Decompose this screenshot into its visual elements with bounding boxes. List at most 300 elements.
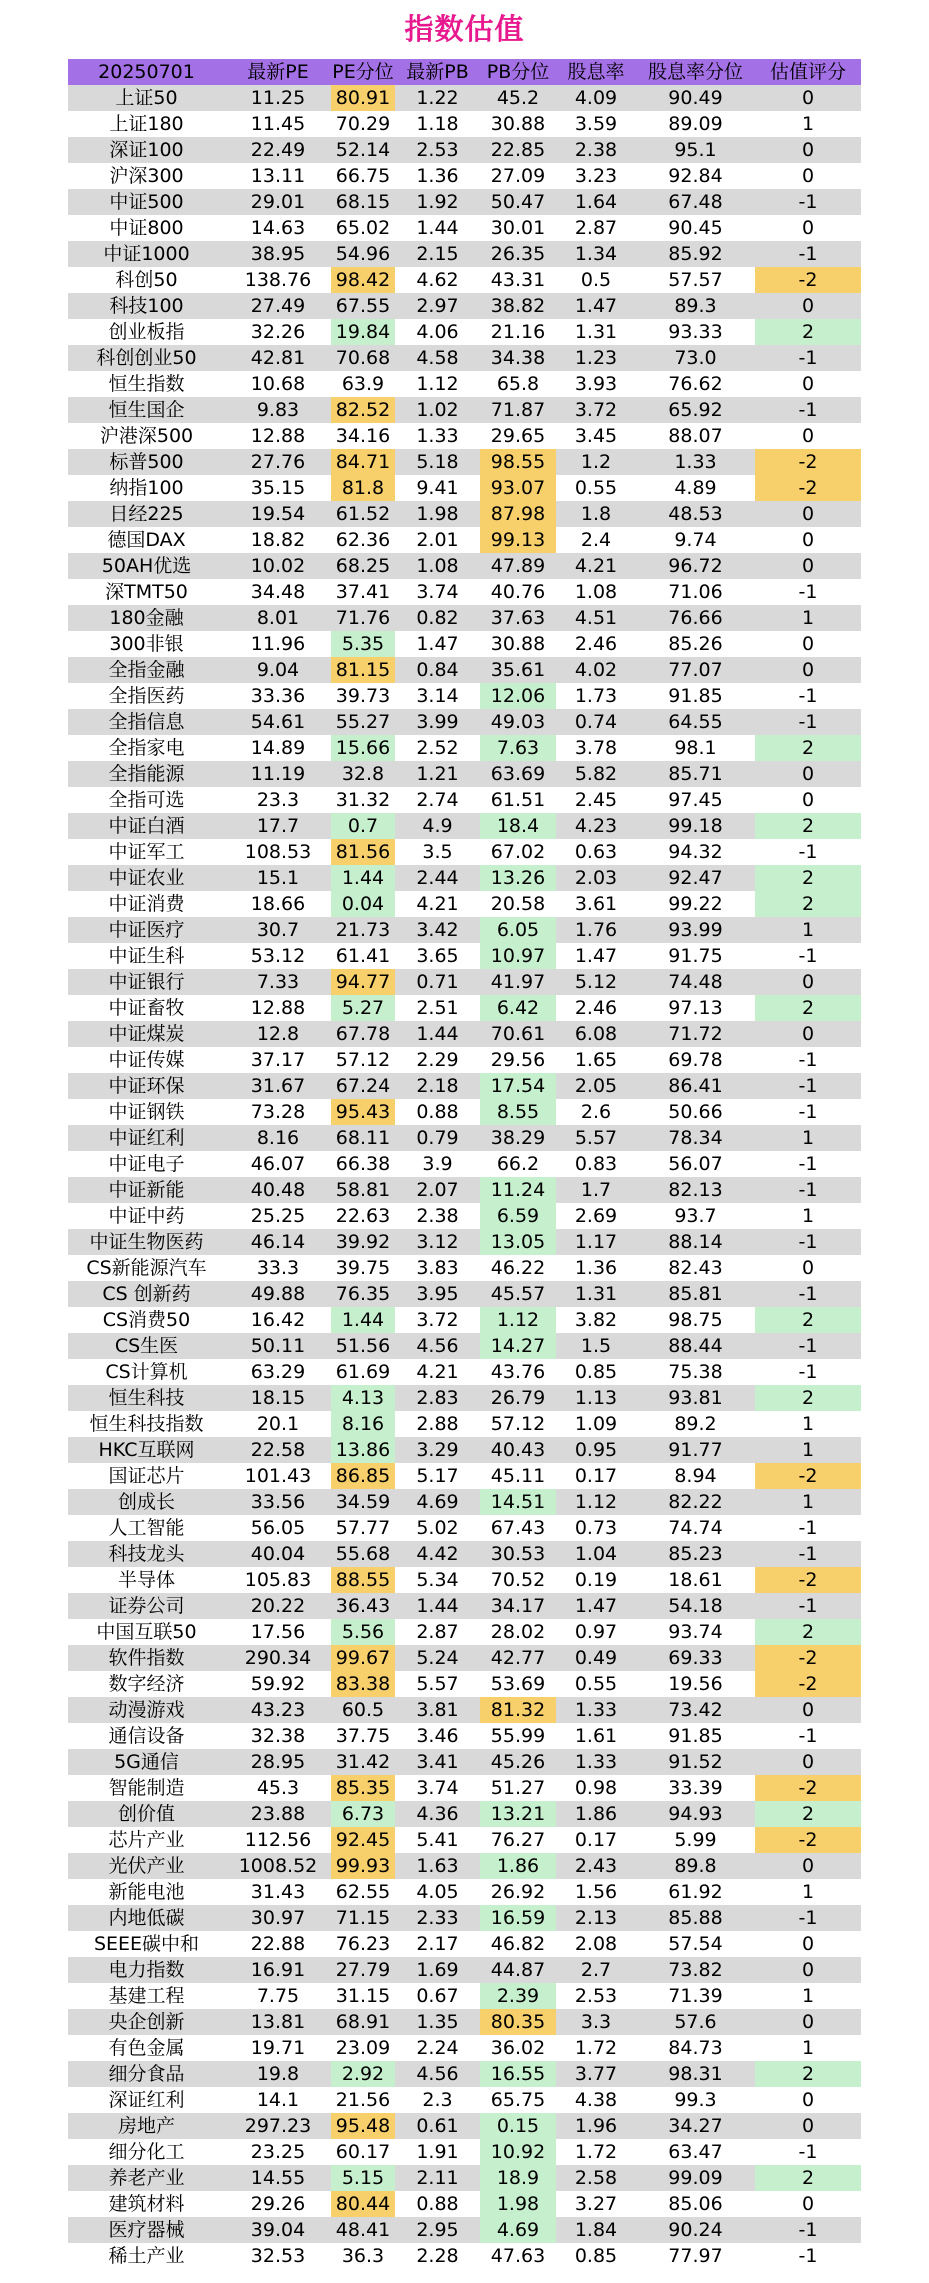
table-row: [68, 1463, 861, 1489]
dividend-yield-percentile: 69.33: [668, 1647, 723, 1669]
pe-percentile: 92.45: [331, 1827, 395, 1853]
pe-value: 63.29: [250, 1361, 306, 1383]
dividend-yield-percentile: 67.48: [668, 191, 723, 213]
index-name: 纳指100: [109, 477, 184, 499]
dividend-yield-percentile: 65.92: [668, 399, 723, 421]
valuation-score: 2: [755, 1801, 861, 1827]
pe-percentile: 48.41: [335, 2219, 391, 2241]
dividend-yield: 1.33: [574, 1751, 618, 1773]
dividend-yield: 4.51: [574, 607, 618, 629]
pb-value: 0.84: [416, 659, 459, 681]
index-name: 证券公司: [108, 1595, 185, 1617]
pe-percentile: 34.59: [335, 1491, 391, 1513]
pb-percentile: 67.02: [490, 841, 546, 863]
valuation-score: -1: [798, 1231, 818, 1253]
pb-percentile: 38.82: [490, 295, 546, 317]
dividend-yield-percentile: 89.2: [674, 1413, 717, 1435]
pb-value: 1.22: [416, 87, 459, 109]
pb-value: 1.44: [416, 1595, 459, 1617]
valuation-score: 1: [801, 919, 815, 941]
valuation-score: -1: [798, 1907, 818, 1929]
index-name: CS消费50: [102, 1309, 191, 1331]
dividend-yield: 5.82: [574, 763, 618, 785]
pb-percentile: 13.21: [480, 1801, 556, 1827]
index-name: 沪深300: [109, 165, 184, 187]
table-row: [68, 2191, 861, 2217]
valuation-score: 1: [801, 1439, 815, 1461]
index-name: 建筑材料: [108, 2193, 185, 2215]
table-row: [68, 1957, 861, 1983]
dividend-yield-percentile: 76.66: [668, 607, 723, 629]
dividend-yield-percentile: 57.54: [668, 1933, 723, 1955]
dividend-yield: 2.45: [574, 789, 618, 811]
valuation-score: 1: [801, 1413, 815, 1435]
pb-percentile: 47.63: [490, 2245, 546, 2267]
dividend-yield-percentile: 93.33: [668, 321, 723, 343]
pe-percentile: 99.67: [331, 1645, 395, 1671]
table-row: [68, 2165, 861, 2191]
pe-percentile: 0.7: [331, 813, 395, 839]
dividend-yield-percentile: 86.41: [668, 1075, 723, 1097]
index-name: 基建工程: [108, 1985, 185, 2007]
header-pb-percentile: PB分位: [486, 61, 550, 83]
valuation-score: 0: [801, 165, 815, 187]
pb-percentile: 40.76: [490, 581, 546, 603]
pb-percentile: 12.06: [480, 683, 556, 709]
dividend-yield: 3.61: [574, 893, 618, 915]
pb-percentile: 11.24: [480, 1177, 556, 1203]
dividend-yield: 1.73: [574, 685, 618, 707]
dividend-yield-percentile: 76.62: [668, 373, 723, 395]
pe-value: 22.49: [250, 139, 306, 161]
table-row: [68, 761, 861, 787]
index-name: 全指信息: [108, 711, 185, 733]
pb-percentile: 26.79: [490, 1387, 546, 1409]
valuation-score: -1: [798, 2141, 818, 2163]
dividend-yield: 4.02: [574, 659, 618, 681]
pe-percentile: 83.38: [331, 1671, 395, 1697]
pb-value: 4.21: [416, 893, 459, 915]
table-row: [68, 1151, 861, 1177]
valuation-score: 2: [755, 865, 861, 891]
pe-percentile: 70.29: [335, 113, 391, 135]
pe-percentile: 32.8: [341, 763, 385, 785]
dividend-yield-percentile: 19.56: [668, 1673, 723, 1695]
pe-value: 12.8: [256, 1023, 300, 1045]
dividend-yield: 1.72: [574, 2037, 618, 2059]
index-name: 深证100: [109, 139, 184, 161]
pe-value: 27.49: [250, 295, 306, 317]
pb-percentile: 76.27: [490, 1829, 546, 1851]
pb-value: 3.41: [416, 1751, 459, 1773]
pe-percentile: 86.85: [331, 1463, 395, 1489]
dividend-yield-percentile: 93.99: [668, 919, 723, 941]
dividend-yield: 2.43: [574, 1855, 618, 1877]
valuation-score: -1: [798, 1361, 818, 1383]
pe-value: 49.88: [250, 1283, 306, 1305]
dividend-yield: 1.61: [574, 1725, 618, 1747]
pe-value: 32.53: [250, 2245, 306, 2267]
table-row: [68, 553, 861, 579]
table-row: [68, 241, 861, 267]
table-row: [68, 1619, 861, 1645]
index-name: 内地低碳: [108, 1907, 185, 1929]
pe-percentile: 21.56: [335, 2089, 391, 2111]
pb-percentile: 65.75: [490, 2089, 546, 2111]
pb-value: 4.56: [416, 2063, 459, 2085]
pb-value: 5.41: [416, 1829, 459, 1851]
dividend-yield-percentile: 50.66: [668, 1101, 723, 1123]
pe-percentile: 39.73: [335, 685, 391, 707]
valuation-score: 2: [755, 735, 861, 761]
pe-percentile: 67.78: [335, 1023, 391, 1045]
dividend-yield-percentile: 34.27: [668, 2115, 723, 2137]
table-row: [68, 1645, 861, 1671]
pe-percentile: 23.09: [335, 2037, 391, 2059]
dividend-yield-percentile: 5.99: [674, 1829, 717, 1851]
valuation-score: 0: [801, 1751, 815, 1773]
dividend-yield-percentile: 91.85: [668, 1725, 723, 1747]
pe-value: 17.7: [256, 815, 300, 837]
pb-value: 4.06: [416, 321, 459, 343]
table-row: [68, 1437, 861, 1463]
valuation-score: 0: [801, 295, 815, 317]
pe-percentile: 71.15: [335, 1907, 391, 1929]
index-name: 数字经济: [108, 1673, 185, 1695]
pe-value: 12.88: [250, 425, 306, 447]
valuation-score: 0: [801, 1023, 815, 1045]
pe-percentile: 68.25: [335, 555, 391, 577]
dividend-yield: 2.58: [574, 2167, 618, 2189]
pe-value: 9.04: [256, 659, 300, 681]
pb-percentile: 61.51: [490, 789, 546, 811]
pe-percentile: 1.44: [331, 1307, 395, 1333]
index-name: 人工智能: [108, 1517, 185, 1539]
pb-percentile: 29.65: [490, 425, 546, 447]
pb-value: 1.63: [416, 1855, 459, 1877]
pe-value: 20.22: [250, 1595, 306, 1617]
pb-value: 2.29: [416, 1049, 459, 1071]
pb-percentile: 20.58: [490, 893, 546, 915]
pe-value: 22.58: [250, 1439, 306, 1461]
table-row: [68, 189, 861, 215]
pe-value: 34.48: [250, 581, 306, 603]
pe-percentile: 5.56: [331, 1619, 395, 1645]
dividend-yield: 0.17: [574, 1465, 618, 1487]
pe-percentile: 0.04: [331, 891, 395, 917]
dividend-yield-percentile: 97.45: [668, 789, 723, 811]
pb-percentile: 30.88: [490, 633, 546, 655]
pe-percentile: 31.15: [335, 1985, 391, 2007]
dividend-yield: 0.73: [574, 1517, 618, 1539]
pb-percentile: 49.03: [490, 711, 546, 733]
dividend-yield-percentile: 91.75: [668, 945, 723, 967]
dividend-yield-percentile: 85.71: [668, 763, 723, 785]
pb-percentile: 63.69: [490, 763, 546, 785]
dividend-yield-percentile: 99.22: [668, 893, 723, 915]
index-name: 日经225: [109, 503, 184, 525]
pb-percentile: 0.15: [480, 2113, 556, 2139]
dividend-yield-percentile: 61.92: [668, 1881, 723, 1903]
index-name: 中证钢铁: [108, 1101, 185, 1123]
header-date: 20250701: [98, 61, 195, 83]
valuation-score: -2: [755, 449, 861, 475]
pe-percentile: 61.52: [335, 503, 391, 525]
dividend-yield-percentile: 18.61: [668, 1569, 723, 1591]
pe-value: 32.26: [250, 321, 306, 343]
dividend-yield-percentile: 97.13: [668, 997, 723, 1019]
pb-percentile: 46.22: [490, 1257, 546, 1279]
pe-percentile: 21.73: [335, 919, 391, 941]
table-row: [68, 111, 861, 137]
pb-value: 3.5: [422, 841, 453, 863]
table-row: [68, 969, 861, 995]
pb-percentile: 45.2: [496, 87, 540, 109]
index-name: SEEE碳中和: [93, 1933, 200, 1955]
pe-value: 50.11: [250, 1335, 306, 1357]
pe-percentile: 36.43: [335, 1595, 391, 1617]
dividend-yield-percentile: 82.43: [668, 1257, 723, 1279]
valuation-score: 0: [801, 2193, 815, 2215]
index-name: 央企创新: [108, 2011, 185, 2033]
dividend-yield: 0.95: [574, 1439, 618, 1461]
valuation-score: -2: [755, 1671, 861, 1697]
pe-value: 22.88: [250, 1933, 306, 1955]
pe-percentile: 61.69: [335, 1361, 391, 1383]
valuation-score: 1: [801, 2037, 815, 2059]
valuation-score: 1: [801, 1205, 815, 1227]
dividend-yield-percentile: 98.75: [668, 1309, 723, 1331]
pb-value: 2.87: [416, 1621, 459, 1643]
pe-value: 33.36: [250, 685, 306, 707]
dividend-yield-percentile: 85.92: [668, 243, 723, 265]
pb-percentile: 66.2: [496, 1153, 540, 1175]
dividend-yield-percentile: 56.07: [668, 1153, 723, 1175]
pb-value: 1.47: [416, 633, 459, 655]
valuation-score: -1: [798, 1595, 818, 1617]
pb-value: 1.69: [416, 1959, 459, 1981]
dividend-yield: 1.47: [574, 945, 618, 967]
pb-percentile: 34.17: [490, 1595, 546, 1617]
pb-percentile: 41.97: [490, 971, 546, 993]
index-name: 全指金融: [108, 659, 185, 681]
table-row: [68, 1775, 861, 1801]
table-row: [68, 631, 861, 657]
index-name: 智能制造: [108, 1777, 185, 1799]
pe-value: 138.76: [244, 269, 312, 291]
index-name: 细分食品: [108, 2063, 185, 2085]
table-row: [68, 1203, 861, 1229]
valuation-table: [68, 59, 861, 2269]
pb-value: 3.74: [416, 581, 459, 603]
pe-value: 32.38: [250, 1725, 306, 1747]
dividend-yield-percentile: 73.82: [668, 1959, 723, 1981]
pb-percentile: 18.9: [480, 2165, 556, 2191]
dividend-yield: 2.46: [574, 997, 618, 1019]
table-row: [68, 657, 861, 683]
pb-value: 0.88: [416, 2193, 459, 2215]
table-row: [68, 2217, 861, 2243]
valuation-score: 1: [801, 1881, 815, 1903]
valuation-score: 0: [801, 633, 815, 655]
dividend-yield: 2.87: [574, 217, 618, 239]
index-name: 中证中药: [108, 1205, 185, 1227]
pe-value: 23.25: [250, 2141, 306, 2163]
dividend-yield: 2.69: [574, 1205, 618, 1227]
pb-percentile: 2.39: [480, 1983, 556, 2009]
index-name: 中证生物医药: [89, 1231, 204, 1253]
pe-value: 45.3: [256, 1777, 300, 1799]
valuation-score: -1: [798, 1179, 818, 1201]
pe-value: 14.89: [250, 737, 306, 759]
dividend-yield-percentile: 74.74: [668, 1517, 723, 1539]
header-dividend-yield-percentile: 股息率分位: [647, 61, 743, 83]
valuation-score: -1: [798, 243, 818, 265]
pe-value: 10.68: [250, 373, 306, 395]
dividend-yield: 3.82: [574, 1309, 618, 1331]
pb-percentile: 4.69: [480, 2217, 556, 2243]
pe-percentile: 31.32: [335, 789, 391, 811]
dividend-yield: 0.85: [574, 2245, 618, 2267]
pb-value: 2.53: [416, 139, 459, 161]
valuation-score: 2: [755, 2061, 861, 2087]
table-row: [68, 787, 861, 813]
page-title: 指数估值: [404, 12, 525, 46]
dividend-yield: 3.59: [574, 113, 618, 135]
pe-value: 35.15: [250, 477, 306, 499]
table-row: [68, 1021, 861, 1047]
pb-percentile: 42.77: [490, 1647, 546, 1669]
pb-percentile: 21.16: [490, 321, 546, 343]
valuation-score: 1: [801, 1127, 815, 1149]
valuation-score: 0: [801, 503, 815, 525]
pb-percentile: 57.12: [490, 1413, 546, 1435]
index-name: 恒生科技指数: [89, 1413, 204, 1435]
index-name: 沪港深500: [99, 425, 194, 447]
pe-value: 18.15: [250, 1387, 306, 1409]
index-name: 科创创业50: [96, 347, 197, 369]
index-name: 中证500: [109, 191, 184, 213]
dividend-yield: 3.72: [574, 399, 618, 421]
valuation-score: -1: [798, 1075, 818, 1097]
dividend-yield-percentile: 89.3: [674, 295, 717, 317]
pe-value: 46.14: [250, 1231, 306, 1253]
pb-value: 2.18: [416, 1075, 459, 1097]
dividend-yield: 4.21: [574, 555, 618, 577]
valuation-score: 2: [755, 813, 861, 839]
pe-value: 28.95: [250, 1751, 306, 1773]
pb-percentile: 81.32: [480, 1697, 556, 1723]
pb-percentile: 51.27: [490, 1777, 546, 1799]
pb-percentile: 53.69: [490, 1673, 546, 1695]
pe-percentile: 88.55: [331, 1567, 395, 1593]
table-row: [68, 319, 861, 345]
valuation-score: -2: [755, 1827, 861, 1853]
pb-percentile: 45.11: [490, 1465, 546, 1487]
index-name: 德国DAX: [107, 529, 186, 551]
pb-value: 3.12: [416, 1231, 459, 1253]
dividend-yield: 1.7: [580, 1179, 612, 1201]
pe-percentile: 67.55: [335, 295, 391, 317]
index-name: 上证180: [109, 113, 184, 135]
pb-value: 2.28: [416, 2245, 459, 2267]
index-name: 电力指数: [108, 1959, 185, 1981]
valuation-score: 2: [755, 995, 861, 1021]
pb-percentile: 26.35: [490, 243, 546, 265]
pe-value: 10.02: [250, 555, 306, 577]
dividend-yield-percentile: 99.09: [668, 2167, 723, 2189]
pe-value: 7.33: [256, 971, 300, 993]
index-name: 新能电池: [108, 1881, 185, 1903]
pb-value: 2.3: [422, 2089, 453, 2111]
pe-percentile: 13.86: [331, 1437, 395, 1463]
pb-value: 3.14: [416, 685, 459, 707]
pe-percentile: 80.44: [331, 2191, 395, 2217]
valuation-score: 1: [801, 113, 815, 135]
pb-percentile: 30.53: [490, 1543, 546, 1565]
dividend-yield-percentile: 92.47: [668, 867, 723, 889]
index-name: HKC互联网: [98, 1439, 195, 1461]
pe-percentile: 81.56: [331, 839, 395, 865]
valuation-score: 0: [801, 373, 815, 395]
pe-percentile: 8.16: [331, 1411, 395, 1437]
index-name: 半导体: [117, 1569, 175, 1591]
pb-percentile: 30.88: [490, 113, 546, 135]
pb-percentile: 28.02: [490, 1621, 546, 1643]
pb-value: 3.29: [416, 1439, 459, 1461]
pe-percentile: 63.9: [341, 373, 385, 395]
valuation-score: -1: [798, 685, 818, 707]
dividend-yield-percentile: 69.78: [668, 1049, 723, 1071]
dividend-yield: 4.09: [574, 87, 618, 109]
dividend-yield: 1.84: [574, 2219, 618, 2241]
index-name: 创成长: [117, 1491, 175, 1513]
dividend-yield: 1.04: [574, 1543, 618, 1565]
table-row: [68, 1255, 861, 1281]
dividend-yield-percentile: 85.88: [668, 1907, 723, 1929]
dividend-yield: 1.86: [574, 1803, 618, 1825]
dividend-yield: 1.13: [574, 1387, 618, 1409]
valuation-score: -2: [755, 1645, 861, 1671]
index-name: 恒生科技: [108, 1387, 185, 1409]
valuation-score: 2: [755, 1307, 861, 1333]
pe-percentile: 37.41: [335, 581, 391, 603]
pb-percentile: 80.35: [480, 2009, 556, 2035]
index-name: 中证800: [109, 217, 184, 239]
pe-percentile: 54.96: [335, 243, 391, 265]
dividend-yield-percentile: 96.72: [668, 555, 723, 577]
table-row: [68, 579, 861, 605]
index-name: 有色金属: [108, 2037, 185, 2059]
dividend-yield: 3.78: [574, 737, 618, 759]
index-name: CS计算机: [105, 1361, 188, 1383]
pb-percentile: 45.26: [490, 1751, 546, 1773]
pe-percentile: 95.48: [331, 2113, 395, 2139]
index-name: 国证芯片: [108, 1465, 185, 1487]
valuation-score: 2: [755, 891, 861, 917]
pe-percentile: 57.77: [335, 1517, 391, 1539]
valuation-score: -2: [755, 475, 861, 501]
pb-percentile: 29.56: [490, 1049, 546, 1071]
pe-percentile: 95.43: [331, 1099, 395, 1125]
dividend-yield: 5.12: [574, 971, 618, 993]
pe-percentile: 67.24: [335, 1075, 391, 1097]
valuation-score: 1: [801, 1491, 815, 1513]
valuation-score: 0: [801, 659, 815, 681]
pb-percentile: 43.76: [490, 1361, 546, 1383]
table-row: [68, 1749, 861, 1775]
dividend-yield-percentile: 91.85: [668, 685, 723, 707]
